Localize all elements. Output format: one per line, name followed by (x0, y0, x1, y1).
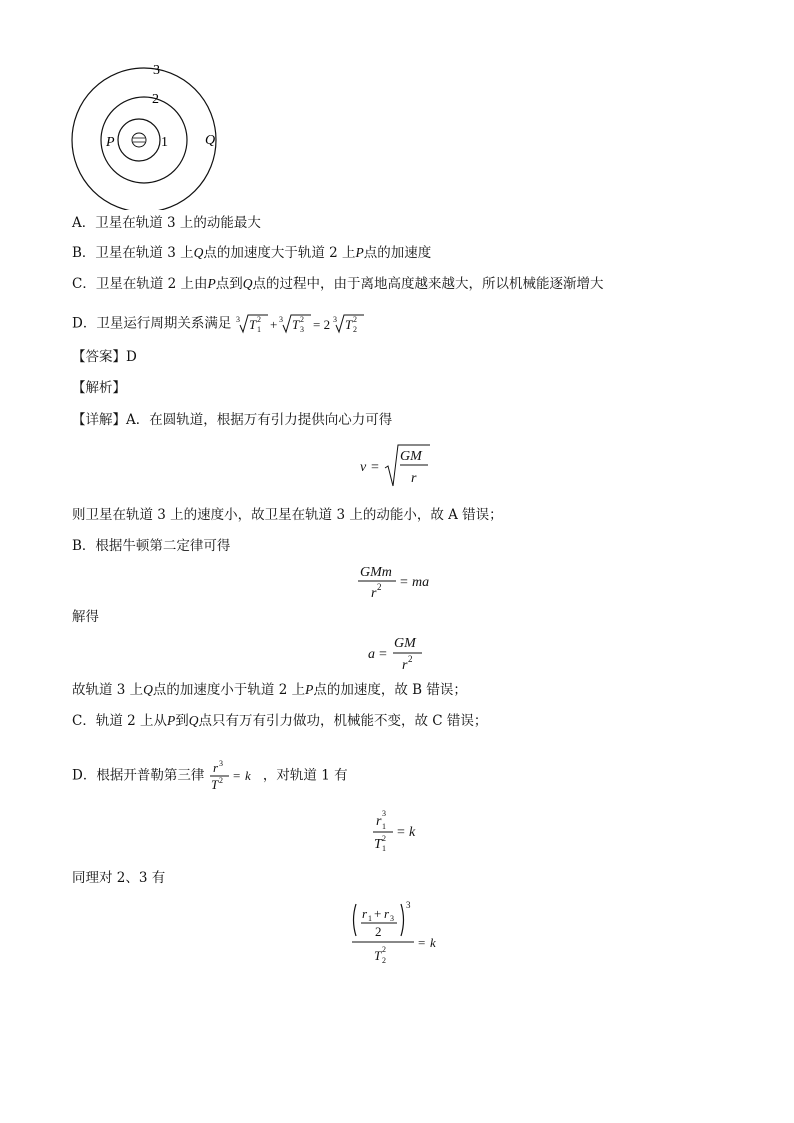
svg-text:2: 2 (408, 654, 413, 664)
option-a: A．卫星在轨道 3 上的动能最大 (72, 215, 261, 231)
svg-text:T: T (344, 317, 352, 332)
option-d: D．卫星运行周期关系满足 3 T 1 2 + 3 T 3 2 = 2 3 T 2 2 (72, 312, 366, 336)
svg-text:+: + (269, 317, 277, 332)
orbit-2-label: 2 (152, 92, 159, 107)
svg-text:T: T (291, 317, 299, 332)
svg-text:r: r (212, 760, 218, 775)
svg-text:2: 2 (352, 325, 357, 334)
analysis-label: 【解析】 (72, 380, 126, 396)
equation-orbit-2 (350, 898, 450, 979)
svg-text:=: = (371, 460, 379, 475)
svg-text:=: = (418, 935, 426, 950)
svg-text:2: 2 (382, 945, 386, 954)
detail-d-line: D．根据开普勒第三律 r 3 T 2 = k ，对轨道 1 有 (72, 759, 348, 792)
svg-text:2: 2 (352, 315, 357, 324)
point-q-label: Q (205, 133, 216, 148)
detail-a-conclusion: 则卫星在轨道 3 上的速度小，故卫星在轨道 3 上的动能小，故 A 错误； (72, 507, 503, 523)
svg-text:GM: GM (400, 449, 422, 464)
option-d-formula (236, 312, 366, 336)
orbit-1-label: 1 (161, 135, 168, 150)
svg-text:GM: GM (394, 636, 416, 651)
svg-text:1: 1 (256, 325, 261, 334)
svg-text:r: r (371, 586, 377, 601)
svg-text:k: k (430, 935, 436, 950)
svg-text:2: 2 (299, 315, 304, 324)
detail-a-line: 【详解】A．在圆轨道，根据万有引力提供向心力可得 (72, 412, 393, 428)
svg-text:=: = (232, 768, 240, 783)
point-p-label: P (106, 135, 115, 150)
earth-icon (132, 133, 146, 147)
svg-text:GMm: GMm (360, 565, 392, 580)
svg-text:T: T (374, 948, 382, 963)
equation-acceleration (366, 632, 436, 679)
detail-c-line: C．轨道 2 上从P到Q点只有万有引力做功，机械能不变，故 C 错误； (72, 713, 488, 729)
equation-orbit-1 (371, 805, 431, 860)
svg-text:r: r (384, 906, 390, 921)
answer-line (72, 348, 137, 366)
svg-text:r: r (376, 814, 382, 829)
kepler-inline-formula (209, 759, 259, 793)
orbit-3-label: 3 (153, 63, 160, 78)
svg-text:=: = (379, 647, 387, 662)
svg-text:ma: ma (412, 575, 430, 590)
svg-text:1: 1 (368, 914, 372, 923)
equation-newton (356, 560, 446, 607)
svg-text:k: k (409, 825, 416, 840)
svg-text:=: = (397, 825, 405, 840)
svg-text:2: 2 (382, 834, 386, 843)
svg-text:3: 3 (299, 325, 304, 334)
svg-text:T: T (210, 777, 218, 792)
svg-text:=: = (400, 575, 408, 590)
detail-solve: 解得 (72, 609, 99, 625)
svg-text:2: 2 (218, 776, 223, 785)
svg-text:T: T (374, 837, 382, 852)
answer-label: 【答案】 (72, 349, 126, 365)
svg-text:2: 2 (382, 956, 386, 965)
svg-text:3: 3 (390, 914, 394, 923)
svg-text:3: 3 (382, 809, 386, 818)
svg-text:1: 1 (382, 844, 386, 853)
svg-text:+: + (374, 906, 382, 921)
detail-same: 同理对 2、3 有 (72, 870, 166, 886)
svg-text:3: 3 (278, 315, 283, 324)
detail-b-line: B．根据牛顿第二定律可得 (72, 538, 231, 554)
svg-text:= 2: = 2 (312, 317, 330, 332)
answer-value: D (126, 349, 137, 365)
svg-text:2: 2 (375, 924, 382, 939)
svg-text:r: r (362, 906, 368, 921)
svg-text:2: 2 (256, 315, 261, 324)
option-b: B．卫星在轨道 3 上Q点的加速度大于轨道 2 上P点的加速度 (72, 245, 432, 261)
svg-text:3: 3 (235, 315, 240, 324)
svg-text:r: r (411, 471, 417, 486)
detail-b-conclusion: 故轨道 3 上Q点的加速度小于轨道 2 上P点的加速度，故 B 错误； (72, 682, 467, 698)
svg-text:1: 1 (382, 822, 386, 831)
option-c: C．卫星在轨道 2 上由P点到Q点的过程中，由于离地高度越来越大，所以机械能逐渐增大 (72, 276, 604, 292)
svg-text:3: 3 (332, 315, 337, 324)
orbit-3-circle (72, 68, 216, 210)
svg-text:r: r (402, 658, 408, 673)
svg-text:3: 3 (218, 759, 223, 768)
orbit-1-circle (118, 119, 160, 161)
svg-text:2: 2 (377, 582, 382, 592)
svg-text:v: v (360, 460, 367, 475)
svg-text:k: k (244, 768, 251, 783)
equation-velocity (358, 442, 438, 495)
svg-text:3: 3 (406, 900, 411, 910)
svg-text:a: a (368, 647, 375, 662)
orbit-diagram (62, 60, 232, 210)
svg-text:T: T (248, 317, 256, 332)
